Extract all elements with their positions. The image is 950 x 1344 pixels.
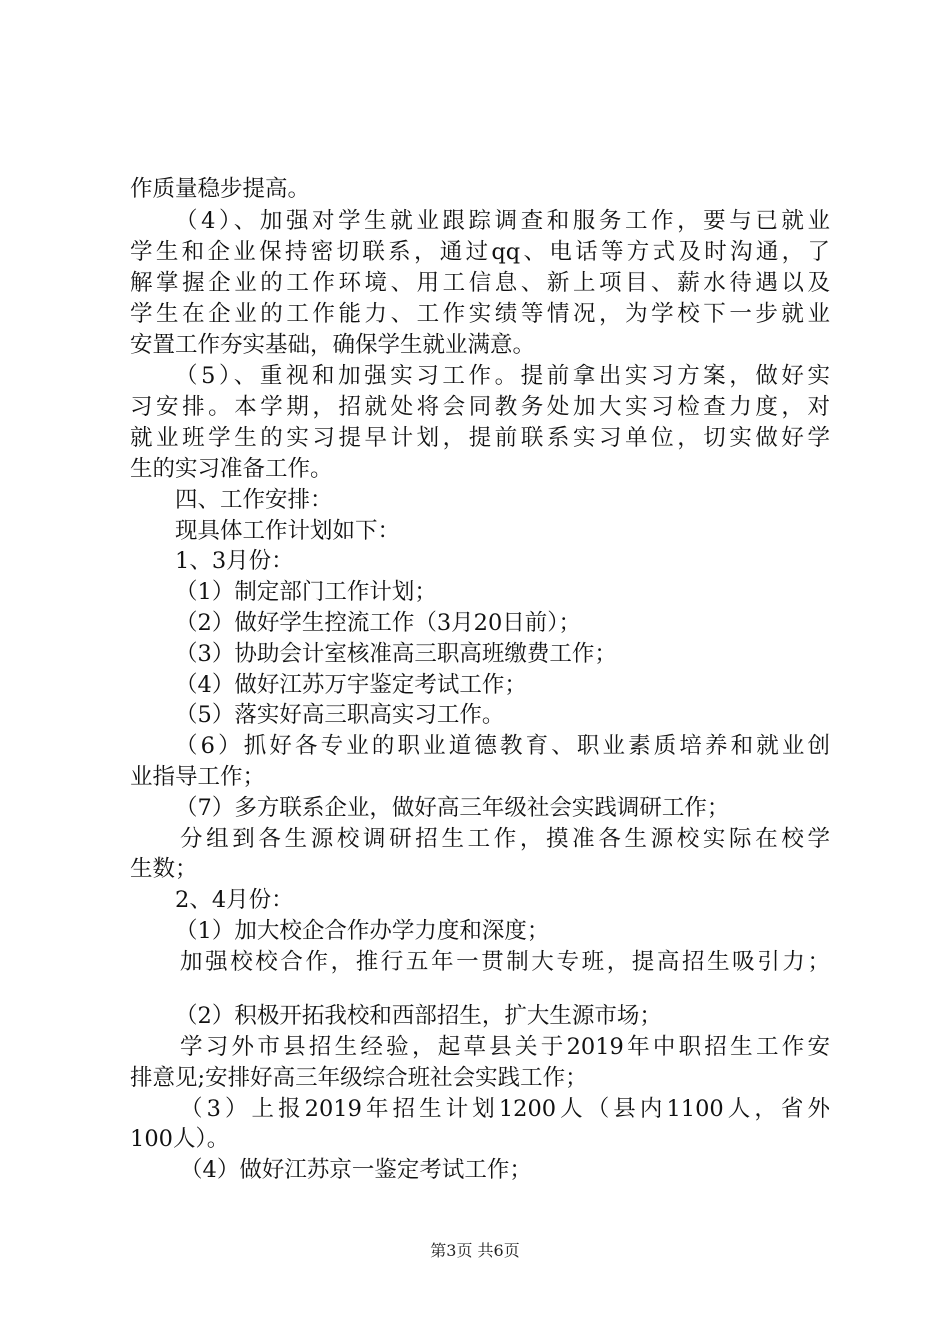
list-item: （3）上报2019年招生计划1200人（县内1100人，省外	[180, 1096, 830, 1122]
list-item: （7）多方联系企业，做好高三年级社会实践调研工作；	[175, 795, 730, 821]
list-item: （1）加大校企合作办学力度和深度；	[175, 918, 550, 944]
text-line: 安置工作夯实基础，确保学生就业满意。	[130, 332, 536, 358]
list-item: （4）做好江苏万宇鉴定考试工作；	[175, 672, 527, 698]
text-line: 就业班学生的实习提早计划，提前联系实习单位，切实做好学	[130, 425, 830, 451]
text-line: 学生和企业保持密切联系，通过qq、电话等方式及时沟通，了	[130, 239, 830, 265]
text-line: 作质量稳步提高。	[130, 176, 311, 202]
section-heading: 四、工作安排：	[175, 487, 333, 513]
text-line: （4）、加强对学生就业跟踪调查和服务工作，要与已就业	[175, 208, 830, 234]
text-line: 生的实习准备工作。	[130, 456, 333, 482]
list-item: （1）制定部门工作计划；	[175, 579, 437, 605]
list-item: （2）做好学生控流工作（3月20日前）；	[175, 610, 582, 636]
text-line: 学习外市县招生经验，起草县关于2019年中职招生工作安	[180, 1034, 830, 1060]
text-line: 排意见;安排好高三年级综合班社会实践工作；	[130, 1065, 588, 1091]
text-line: 学生在企业的工作能力、工作实绩等情况，为学校下一步就业	[130, 301, 830, 327]
list-item: （5）落实好高三职高实习工作。	[175, 702, 505, 728]
text-line: 生数；	[130, 856, 198, 882]
list-item: （3）协助会计室核准高三职高班缴费工作；	[175, 641, 617, 667]
list-item: （4）做好江苏京一鉴定考试工作；	[180, 1157, 532, 1183]
text-line: 分组到各生源校调研招生工作，摸准各生源校实际在校学	[180, 826, 830, 852]
text-line: 100人）。	[130, 1126, 230, 1152]
page-number-footer: 第3页 共6页	[430, 1241, 520, 1260]
list-item: （2）积极开拓我校和西部招生，扩大生源市场；	[175, 1003, 662, 1029]
month-heading: 2、4月份：	[175, 887, 294, 913]
list-item: （6）抓好各专业的职业道德教育、职业素质培养和就业创	[175, 733, 830, 759]
text-line: 加强校校合作，推行五年一贯制大专班，提高招生吸引力；	[180, 949, 830, 975]
text-line: 业指导工作；	[130, 764, 266, 790]
text-line: （5）、重视和加强实习工作。提前拿出实习方案，做好实	[175, 363, 830, 389]
text-line: 现具体工作计划如下：	[175, 518, 401, 544]
text-line: 习安排。本学期，招就处将会同教务处加大实习检查力度，对	[130, 394, 830, 420]
text-line: 解掌握企业的工作环境、用工信息、新上项目、薪水待遇以及	[130, 270, 830, 296]
month-heading: 1、3月份：	[175, 548, 294, 574]
